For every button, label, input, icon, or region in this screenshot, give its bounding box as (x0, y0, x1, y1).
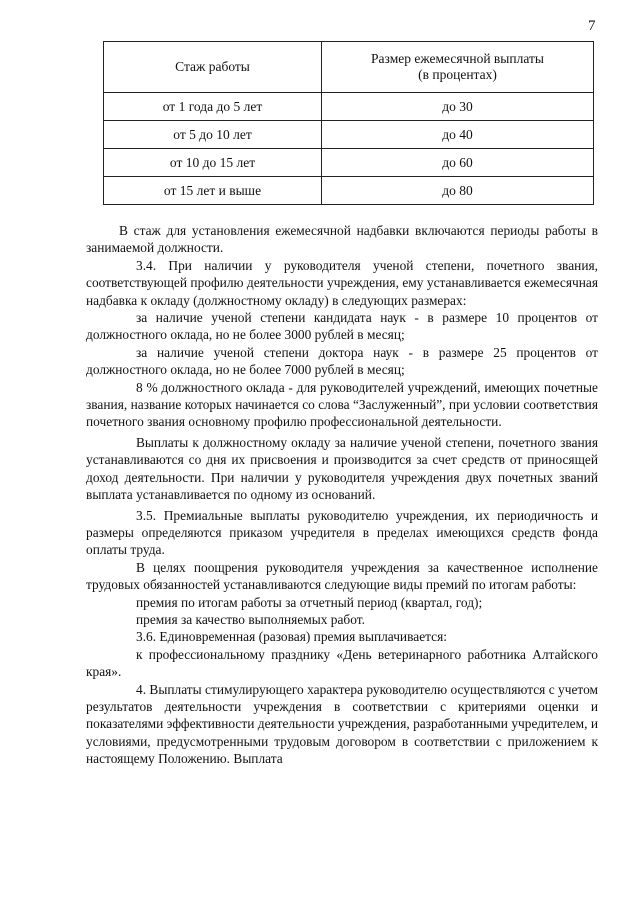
header-payment-line-2: (в процентах) (418, 67, 497, 82)
document-body (86, 222, 598, 768)
header-seniority: Стаж работы (104, 42, 322, 93)
header-payment-line-1: Размер ежемесячной выплаты (371, 51, 544, 66)
paragraph-veterinary-day: к профессиональному празднику «День ветеринарного работника Алтайского края». (86, 646, 598, 680)
cell-percent: до 60 (322, 149, 594, 177)
paragraph-bonus-types: В целях поощрения руководителя учреждения за качественное исполнение трудовых обязанностей устанавливаются следующие виды премий по итогам работы: (86, 559, 598, 593)
seniority-bonus-table (103, 41, 594, 205)
paragraph-doctor-degree: за наличие ученой степени доктора наук - в размере 25 процентов от должностного оклада, но не более 7000 рублей в месяц; (86, 344, 598, 378)
paragraph-payment-terms: Выплаты к должностному окладу за наличие ученой степени, почетного звания устанавливаются со дня их присвоения и производится за счет средств от приносящей доход деятельности. При наличии у руководителя учреждения двух почетных званий выплата устанавливается по одному из оснований. (86, 434, 598, 503)
page-number: 7 (588, 18, 596, 34)
table-header-row (104, 42, 594, 93)
paragraph-3-5: 3.5. Премиальные выплаты руководителю учреждения, их периодичность и размеры определяются приказом учредителя в пределах имеющихся средств фонда оплаты труда. (86, 507, 598, 558)
paragraph-period-bonus: премия по итогам работы за отчетный период (квартал, год); (136, 594, 483, 610)
header-monthly-payment (322, 42, 594, 93)
paragraph-seniority-periods: В стаж для установления ежемесячной надбавки включаются периоды работы в занимаемой должности. (86, 223, 598, 256)
table-row (104, 149, 594, 177)
cell-seniority: от 15 лет и выше (104, 177, 322, 205)
cell-percent: до 30 (322, 93, 594, 121)
table-row (104, 177, 594, 205)
cell-percent: до 40 (322, 121, 594, 149)
paragraph-4: 4. Выплаты стимулирующего характера руководителю осуществляются с учетом результатов деятельности учреждения в соответствии с критериями оценки и показателями эффективности деятельности учреждения, разработанными учредителем, и условиями, предусмотренными трудовым договором в соответствии с приложением к настоящему Положению. Выплата (86, 681, 598, 767)
paragraph-honorary-title: 8 % должностного оклада - для руководителей учреждений, имеющих почетные звания, название которых начинается со слова “Заслуженный”, при условии соответствия почетного звания основному профилю профессиональной деятельности. (86, 379, 598, 430)
cell-seniority: от 10 до 15 лет (104, 149, 322, 177)
paragraph-3-6: 3.6. Единовременная (разовая) премия выплачивается: (136, 629, 447, 645)
paragraph-candidate-degree: за наличие ученой степени кандидата наук - в размере 10 процентов от должностного оклада, но не более 3000 рублей в месяц; (86, 310, 598, 343)
table-row (104, 93, 594, 121)
cell-seniority: от 5 до 10 лет (104, 121, 322, 149)
cell-seniority: от 1 года до 5 лет (104, 93, 322, 121)
paragraph-3-4: 3.4. При наличии у руководителя ученой степени, почетного звания, соответствующей профилю деятельности учреждения, ему устанавливается ежемесячная надбавка к окладу (должностному окладу) в следующих размерах: (86, 257, 598, 308)
table-row (104, 121, 594, 149)
paragraph-quality-bonus: премия за качество выполняемых работ. (136, 611, 365, 627)
cell-percent: до 80 (322, 177, 594, 205)
